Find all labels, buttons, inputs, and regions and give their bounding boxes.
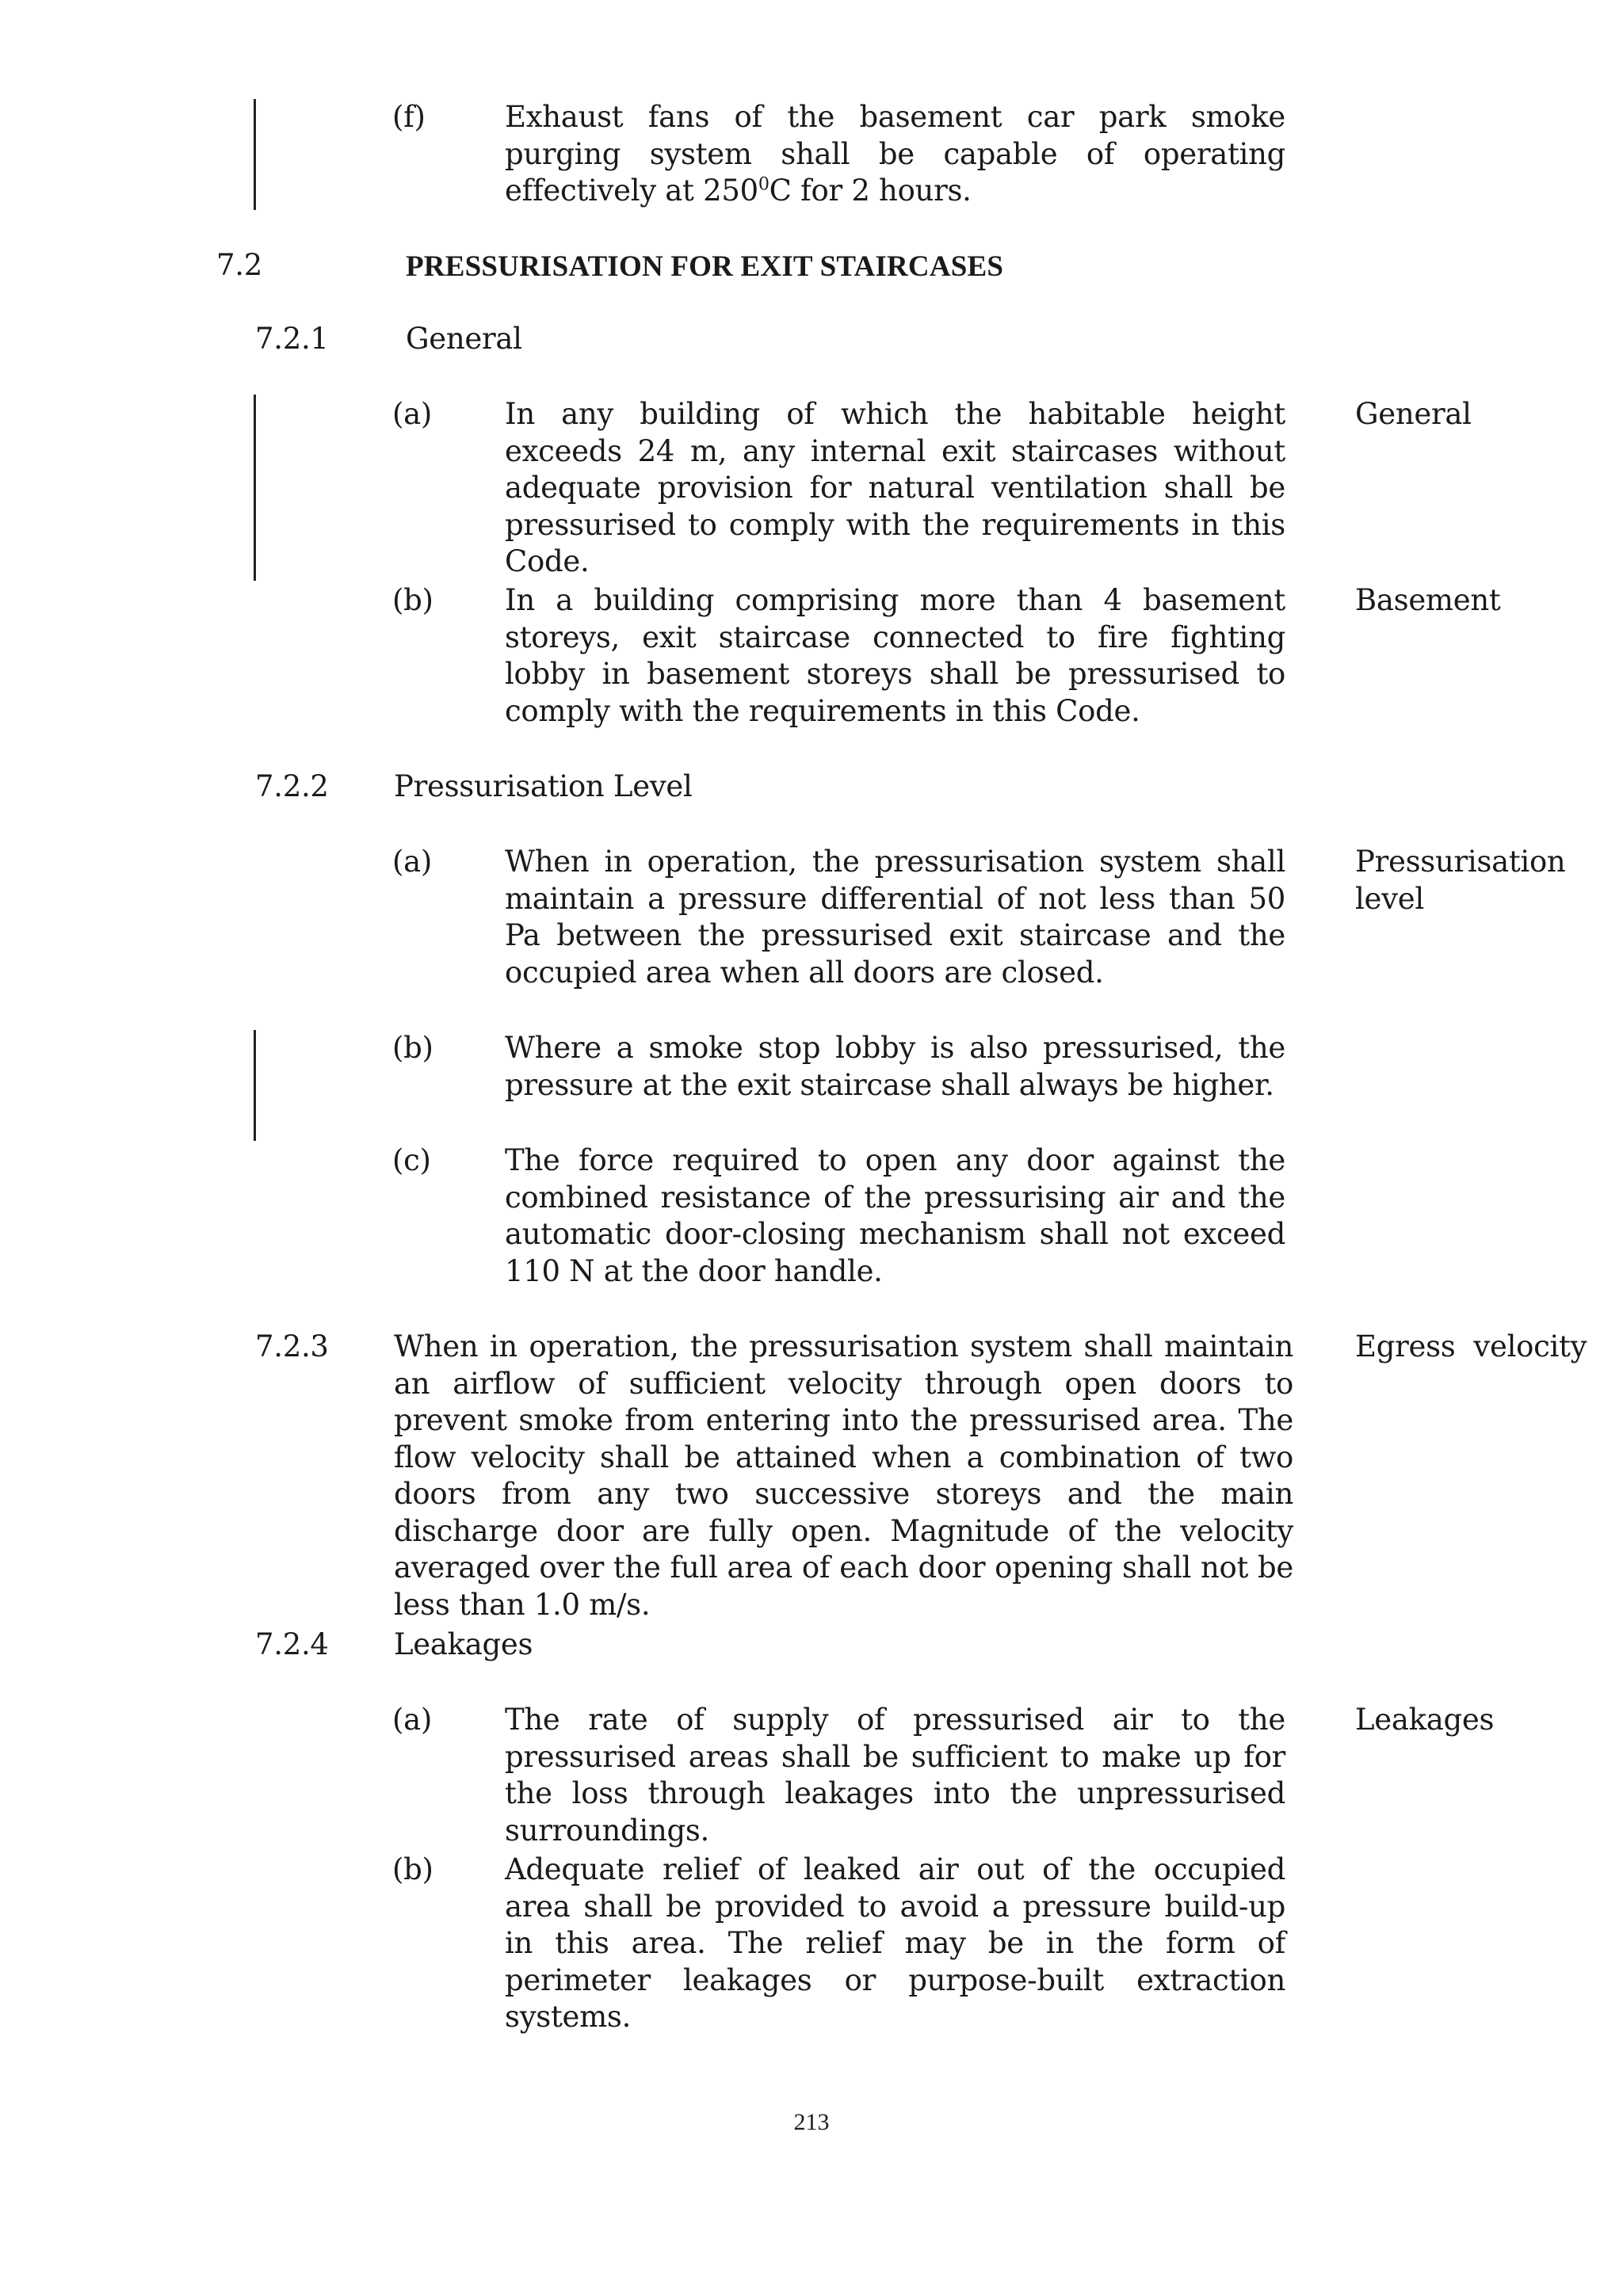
item-label: (a) (392, 397, 433, 431)
section-title: PRESSURISATION FOR EXIT STAIRCASES (406, 250, 1004, 283)
revision-bar (254, 99, 256, 210)
item-f-text (505, 99, 1285, 210)
subsection-number: 7.2.1 (255, 322, 329, 356)
item-label: (b) (392, 1852, 433, 1886)
item-text: The force required to open any door against the combined resistance of the pressurising air and the automatic door-closing mechanism shall not exceed 110 N at the door handle. (505, 1143, 1285, 1288)
degree-superscript: 0 (758, 174, 769, 195)
subsection-heading: Leakages (394, 1627, 533, 1661)
paragraph-text: When in operation, the pressurisation system shall maintain an airflow of sufficient velocity through open doors to prevent smoke from entering into the pressurised area. The flow velocity shall be attained when a combination of two doors from any two successive storeys and the main discharge door are fully open. Magnitude of the velocity averaged over the full area of each door opening shall not be less than 1.0 m/s. (394, 1329, 1293, 1622)
subsection-number: 7.2.4 (255, 1627, 329, 1661)
item-label: (b) (392, 583, 433, 617)
item-text: Adequate relief of leaked air out of the occupied area shall be provided to avoid a pressure build-up in this area. The relief may be in the form of perimeter leakages or purpose-built extraction systems. (505, 1852, 1285, 2034)
item-f-text-post: C for 2 hours. (769, 174, 972, 208)
margin-note: Egress velocity (1355, 1329, 1587, 1363)
subsection-number: 7.2.3 (255, 1329, 329, 1363)
subsection-number: 7.2.2 (255, 769, 329, 803)
item-label: (a) (392, 1703, 433, 1737)
item-label: (a) (392, 845, 433, 879)
section-number: 7.2 (216, 248, 262, 282)
page-number: 213 (793, 2109, 830, 2135)
margin-note: Pressurisation level (1355, 845, 1566, 916)
revision-bar (254, 395, 256, 581)
revision-bar (254, 1030, 256, 1141)
item-label: (b) (392, 1031, 433, 1065)
subsection-heading: General (406, 322, 522, 356)
item-label: (f) (392, 100, 426, 134)
item-text: The rate of supply of pressurised air to the pressurised areas shall be sufficient to make up for the loss through leakages into the unpressurised surroundings. (505, 1703, 1285, 1848)
item-text: When in operation, the pressurisation system shall maintain a pressure differential of not less than 50 Pa between the pressurised exit staircase and the occupied area when all doors are closed. (505, 845, 1285, 990)
item-text: In any building of which the habitable height exceeds 24 m, any internal exit staircases without adequate provision for natural ventilation shall be pressurised to comply with the requirements in this Code. (505, 397, 1285, 578)
subsection-heading: Pressurisation Level (394, 769, 693, 803)
margin-note: Basement (1355, 583, 1501, 617)
item-label: (c) (392, 1143, 431, 1177)
item-text: In a building comprising more than 4 basement storeys, exit staircase connected to fire fighting lobby in basement storeys shall be pressurised to comply with the requirements in this Code. (505, 583, 1285, 728)
item-f-text-pre: Exhaust fans of the basement car park smoke purging system shall be capable of operating effectively at 250 (505, 100, 1285, 208)
item-text: Where a smoke stop lobby is also pressurised, the pressure at the exit staircase shall always be higher. (505, 1031, 1285, 1102)
margin-note: Leakages (1355, 1703, 1495, 1737)
margin-note: General (1355, 397, 1472, 431)
